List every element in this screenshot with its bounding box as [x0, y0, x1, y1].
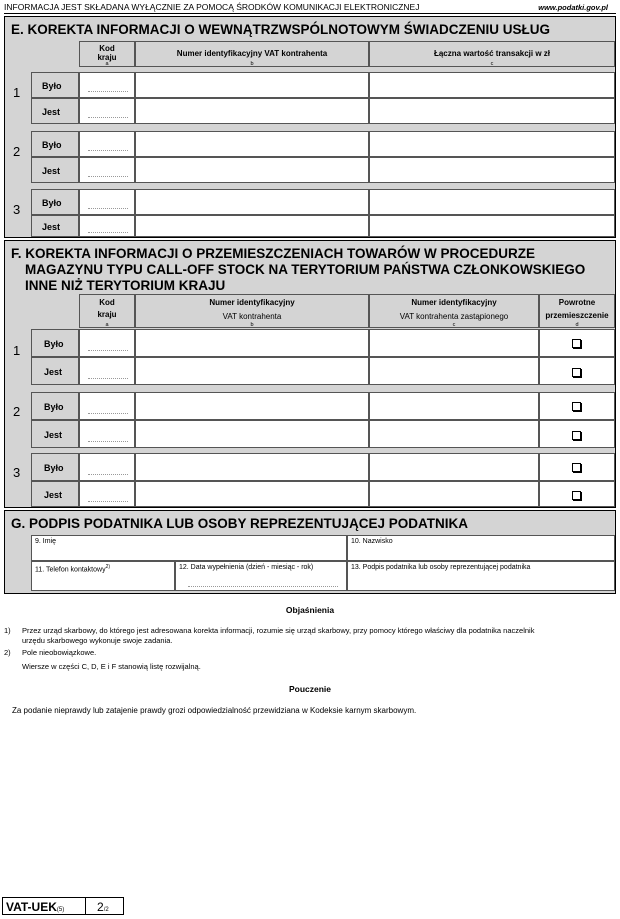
- row-label: Było: [42, 81, 62, 91]
- row-label: Było: [42, 140, 62, 150]
- website-link[interactable]: www.podatki.gov.pl: [538, 3, 608, 12]
- return-movement-cell: [539, 357, 615, 385]
- row-label-cell: [31, 420, 79, 448]
- section-f-col-b-header: [135, 294, 369, 328]
- electronic-notice: INFORMACJA JEST SKŁADANA WYŁĄCZNIE ZA POMOCĄ ŚRODKÓW KOMUNIKACJI ELEKTRONICZNEJ: [4, 2, 420, 12]
- note3-text: Wiersze w części C, D, E i F stanowią listę rozwijalną.: [22, 662, 201, 671]
- page-total: /2: [103, 907, 109, 913]
- instruction-title: Pouczenie: [288, 684, 332, 694]
- signature-field[interactable]: [347, 561, 615, 591]
- return-movement-checkbox[interactable]: [572, 463, 581, 472]
- phone-footnote-mark: 2): [105, 564, 111, 570]
- form-code-text: VAT-UEK: [6, 900, 57, 914]
- country-code-field[interactable]: [79, 98, 135, 124]
- vat-number-field[interactable]: [135, 157, 369, 183]
- date-label: [179, 564, 313, 571]
- col-d-sub: d: [575, 322, 579, 328]
- return-movement-cell: [539, 392, 615, 420]
- transaction-value-field[interactable]: [369, 157, 615, 183]
- note2-text: Pole nieobowiązkowe.: [22, 648, 97, 657]
- col-a-label-2: kraju: [97, 53, 117, 62]
- section-f-title-line2: MAGAZYNU TYPU CALL-OFF STOCK NA TERYTORIUM PAŃSTWA CZŁONKOWSKIEGO: [25, 262, 586, 277]
- row-label: Było: [44, 339, 64, 349]
- row-label: Było: [44, 463, 64, 473]
- vat-number-field[interactable]: [135, 189, 369, 215]
- col-c-sub: c: [490, 61, 494, 67]
- row-label-cell: [31, 357, 79, 385]
- form-code: [6, 900, 64, 914]
- section-f-col-a-header: [79, 294, 135, 328]
- signature-label: 13. Podpis podatnika lub osoby reprezentującej podatnika: [351, 564, 531, 571]
- section-f: [4, 240, 616, 508]
- section-g: [4, 510, 616, 594]
- row-number: 3: [13, 465, 21, 480]
- row-number: 1: [13, 85, 21, 100]
- replaced-vat-number-field[interactable]: [369, 329, 539, 357]
- col-b-label: Numer identyfikacyjny VAT kontrahenta: [176, 49, 328, 58]
- row-label-cell: [31, 215, 79, 237]
- date-label-text: 12. Data wypełnienia: [179, 564, 244, 571]
- col-c-label-1: Numer identyfikacyjny: [411, 298, 497, 307]
- row-label-cell: [31, 453, 79, 481]
- section-f-title-line1: F. KOREKTA INFORMACJI O PRZEMIESZCZENIACH TOWARÓW W PROCEDURZE: [11, 246, 535, 261]
- last-name-label: 10. Nazwisko: [351, 538, 393, 545]
- return-movement-checkbox[interactable]: [572, 431, 581, 440]
- return-movement-cell: [539, 453, 615, 481]
- section-e-title: E. KOREKTA INFORMACJI O WEWNĄTRZWSPÓLNOTOWYM ŚWIADCZENIU USŁUG: [11, 22, 550, 37]
- phone-label: [35, 564, 110, 573]
- col-a-label-1: Kod: [99, 44, 115, 53]
- replaced-vat-number-field[interactable]: [369, 420, 539, 448]
- col-c-label: Łączna wartość transakcji w zł: [433, 49, 551, 58]
- country-code-field[interactable]: [79, 157, 135, 183]
- page-number: [97, 900, 109, 914]
- first-name-label: 9. Imię: [35, 538, 57, 545]
- section-g-title: G. PODPIS PODATNIKA LUB OSOBY REPREZENTUJĄCEJ PODATNIKA: [11, 516, 469, 531]
- replaced-vat-number-field[interactable]: [369, 357, 539, 385]
- return-movement-checkbox[interactable]: [572, 339, 581, 348]
- country-code-field[interactable]: [79, 481, 135, 507]
- phone-field[interactable]: [31, 561, 175, 591]
- country-code-field[interactable]: [79, 189, 135, 215]
- country-code-field[interactable]: [79, 392, 135, 420]
- col-b-sub: b: [250, 322, 254, 328]
- section-f-col-c-header: [369, 294, 539, 328]
- date-format-hint: (dzień - miesiąc - rok): [245, 564, 314, 571]
- row-label: Jest: [42, 107, 61, 117]
- row-label: Jest: [42, 222, 61, 232]
- country-code-field[interactable]: [79, 329, 135, 357]
- vat-number-field[interactable]: [135, 357, 369, 385]
- note2-number: 2): [4, 648, 11, 657]
- row-label: Było: [44, 402, 64, 412]
- date-field[interactable]: [175, 561, 347, 591]
- vat-number-field[interactable]: [135, 131, 369, 157]
- first-name-field[interactable]: [31, 535, 347, 561]
- vat-number-field[interactable]: [135, 392, 369, 420]
- col-d-label-1: Powrotne: [558, 298, 596, 307]
- row-number: 2: [13, 404, 21, 419]
- transaction-value-field[interactable]: [369, 189, 615, 215]
- section-e-col-c-header: [369, 41, 615, 67]
- vat-number-field[interactable]: [135, 215, 369, 237]
- note1-line2: urzędu skarbowego wykonuje swoje zadania.: [22, 635, 173, 645]
- vat-number-field[interactable]: [135, 453, 369, 481]
- replaced-vat-number-field[interactable]: [369, 392, 539, 420]
- row-label-cell: [31, 189, 79, 215]
- col-a-label-2: kraju: [97, 310, 117, 319]
- country-code-field[interactable]: [79, 72, 135, 98]
- return-movement-cell: [539, 329, 615, 357]
- page-current: 2: [97, 900, 104, 914]
- form-version: (5): [56, 907, 65, 913]
- country-code-field[interactable]: [79, 420, 135, 448]
- section-e-col-a-header: [79, 41, 135, 67]
- footer-divider: [85, 898, 86, 914]
- row-label: Było: [42, 198, 62, 208]
- row-label: Jest: [42, 166, 61, 176]
- country-code-field[interactable]: [79, 215, 135, 237]
- col-b-label-1: Numer identyfikacyjny: [209, 298, 295, 307]
- return-movement-cell: [539, 420, 615, 448]
- row-label-cell: [31, 392, 79, 420]
- return-movement-checkbox[interactable]: [572, 368, 581, 377]
- row-label-cell: [31, 157, 79, 183]
- row-label: Jest: [44, 430, 63, 440]
- transaction-value-field[interactable]: [369, 131, 615, 157]
- section-f-title-line3: INNE NIŻ TERYTORIUM KRAJU: [25, 278, 226, 293]
- transaction-value-field[interactable]: [369, 72, 615, 98]
- row-label-cell: [31, 98, 79, 124]
- vat-number-field[interactable]: [135, 481, 369, 507]
- instruction-text: Za podanie nieprawdy lub zatajenie prawdy grozi odpowiedzialność przewidziana w Kodeksie karnym skarbowym.: [12, 706, 417, 715]
- return-movement-checkbox[interactable]: [572, 491, 581, 500]
- transaction-value-field[interactable]: [369, 215, 615, 237]
- row-label: Jest: [44, 490, 63, 500]
- header-divider: [4, 13, 616, 14]
- section-e: [4, 16, 616, 238]
- vat-number-field[interactable]: [135, 329, 369, 357]
- row-label-cell: [31, 131, 79, 157]
- note1-number: 1): [4, 626, 11, 635]
- col-b-sub: b: [250, 61, 254, 67]
- phone-label-text: 11. Telefon kontaktowy: [35, 566, 106, 574]
- row-number: 1: [13, 343, 21, 358]
- col-d-label-2: przemieszczenie: [545, 311, 609, 320]
- vat-number-field[interactable]: [135, 72, 369, 98]
- explanations-title: Objaśnienia: [285, 605, 335, 615]
- country-code-field[interactable]: [79, 453, 135, 481]
- col-a-sub: a: [105, 61, 109, 67]
- row-label: Jest: [44, 367, 63, 377]
- section-f-col-d-header: [539, 294, 615, 328]
- country-code-field[interactable]: [79, 357, 135, 385]
- row-number: 3: [13, 202, 21, 217]
- note1-line1: Przez urząd skarbowy, do którego jest adresowana korekta informacji, rozumie się urząd skarbowy, przy pomocy którego właściwy dla podatnika naczelnik: [22, 626, 535, 635]
- col-c-sub: c: [452, 322, 456, 328]
- row-number: 2: [13, 144, 21, 159]
- return-movement-checkbox[interactable]: [572, 402, 581, 411]
- col-a-sub: a: [105, 322, 109, 328]
- transaction-value-field[interactable]: [369, 98, 615, 124]
- replaced-vat-number-field[interactable]: [369, 481, 539, 507]
- col-c-label-2: VAT kontrahenta zastąpionego: [399, 312, 509, 321]
- vat-number-field[interactable]: [135, 420, 369, 448]
- row-label-cell: [31, 329, 79, 357]
- row-label-cell: [31, 72, 79, 98]
- form-footer: [2, 897, 124, 915]
- replaced-vat-number-field[interactable]: [369, 453, 539, 481]
- col-a-label-1: Kod: [99, 298, 115, 307]
- col-b-label-2: VAT kontrahenta: [222, 312, 282, 321]
- vat-number-field[interactable]: [135, 98, 369, 124]
- last-name-field[interactable]: [347, 535, 615, 561]
- row-label-cell: [31, 481, 79, 507]
- return-movement-cell: [539, 481, 615, 507]
- note1-text: [22, 626, 618, 645]
- section-e-col-b-header: [135, 41, 369, 67]
- country-code-field[interactable]: [79, 131, 135, 157]
